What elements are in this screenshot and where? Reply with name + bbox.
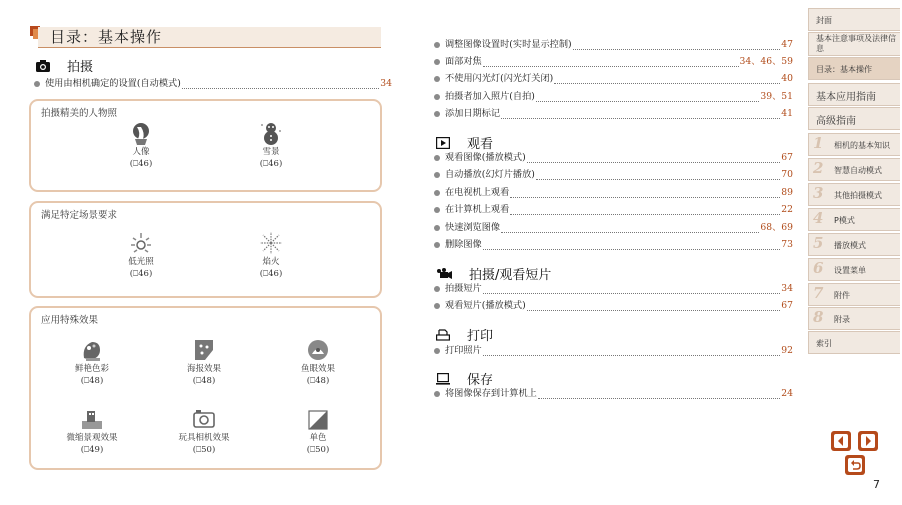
toc-item-page[interactable]: 41 bbox=[781, 108, 793, 119]
chapter-number: 8 bbox=[813, 308, 824, 326]
chapter-number: 5 bbox=[813, 234, 824, 252]
feature-box-effects bbox=[29, 306, 382, 470]
toc-item[interactable] bbox=[434, 282, 793, 296]
leader-dots bbox=[527, 154, 781, 163]
feature-label: 海报效果 bbox=[186, 364, 221, 374]
toc-item-text: 拍摄者加入照片(自拍) bbox=[445, 91, 535, 102]
page-title-bar bbox=[30, 26, 381, 46]
feature-page-ref[interactable]: (⎕48) bbox=[80, 376, 104, 386]
toc-item[interactable] bbox=[434, 90, 793, 104]
feature-miniature[interactable] bbox=[52, 407, 132, 456]
nav-advanced[interactable] bbox=[808, 107, 900, 130]
feature-label: 单色 bbox=[309, 433, 327, 443]
chapter-number: 3 bbox=[813, 184, 824, 202]
toc-item-text: 面部对焦 bbox=[445, 56, 482, 67]
toc-item[interactable] bbox=[434, 107, 793, 121]
movie-camera-icon bbox=[436, 268, 452, 280]
toc-item-page[interactable]: 67 bbox=[781, 300, 793, 311]
toc-item-page[interactable]: 67 bbox=[781, 152, 793, 163]
nav-chapter-2[interactable] bbox=[808, 158, 900, 181]
feature-monochrome[interactable] bbox=[278, 407, 358, 456]
leader-dots bbox=[483, 58, 739, 67]
nav-label: 基本应用指南 bbox=[816, 92, 876, 103]
feature-portrait[interactable] bbox=[101, 121, 181, 170]
leader-dots bbox=[536, 171, 780, 180]
toy-camera-icon bbox=[192, 407, 216, 431]
toc-item-page[interactable]: 70 bbox=[781, 169, 793, 180]
feature-poster[interactable] bbox=[164, 338, 244, 387]
toc-item-text: 观看短片(播放模式) bbox=[445, 300, 526, 311]
chapter-number: 2 bbox=[813, 159, 824, 177]
nav-chapter-4[interactable] bbox=[808, 208, 900, 231]
section-print-heading bbox=[436, 325, 493, 344]
toc-item-page[interactable]: 73 bbox=[781, 239, 793, 250]
snowman-icon bbox=[259, 121, 283, 145]
return-arrow-icon bbox=[845, 455, 865, 475]
leader-dots bbox=[554, 75, 780, 84]
miniature-icon bbox=[80, 407, 104, 431]
section-view-title: 观看 bbox=[467, 137, 494, 152]
nav-notes[interactable] bbox=[808, 32, 900, 56]
prev-page-button[interactable] bbox=[831, 431, 851, 451]
toc-item-page[interactable]: 24 bbox=[781, 388, 793, 399]
leader-dots bbox=[182, 80, 380, 89]
section-shoot-heading bbox=[36, 56, 93, 75]
box-title: 拍摄精美的人物照 bbox=[41, 108, 118, 119]
leader-dots bbox=[483, 241, 781, 250]
chapter-number: 4 bbox=[813, 209, 824, 227]
feature-page-ref[interactable]: (⎕46) bbox=[259, 269, 283, 279]
fisheye-icon bbox=[306, 338, 330, 362]
toc-item[interactable] bbox=[434, 38, 793, 52]
page-number: 7 bbox=[873, 478, 880, 491]
vivid-color-icon bbox=[80, 338, 104, 362]
feature-page-ref[interactable]: (⎕46) bbox=[259, 159, 283, 169]
feature-page-ref[interactable]: (⎕49) bbox=[80, 445, 104, 455]
bullet-icon bbox=[434, 391, 440, 397]
feature-label: 焰火 bbox=[262, 257, 280, 267]
nav-label: 播放模式 bbox=[834, 241, 866, 250]
feature-label: 鲜艳色彩 bbox=[74, 364, 109, 374]
page-title: 目录：基本操作 bbox=[50, 28, 163, 46]
fireworks-icon bbox=[259, 231, 283, 255]
box-title: 满足特定场景要求 bbox=[41, 210, 118, 221]
toc-item[interactable] bbox=[434, 186, 793, 200]
toc-item-text: 调整图像设置时(实时显示控制) bbox=[445, 39, 572, 50]
title-background bbox=[38, 27, 381, 48]
feature-page-ref[interactable]: (⎕50) bbox=[192, 445, 216, 455]
leader-dots bbox=[501, 110, 780, 119]
section-shoot-title: 拍摄 bbox=[67, 60, 94, 75]
toc-item[interactable] bbox=[434, 344, 793, 358]
leader-dots bbox=[573, 41, 781, 50]
feature-page-ref[interactable]: (⎕50) bbox=[306, 445, 330, 455]
toc-item[interactable] bbox=[434, 221, 793, 235]
arrow-right-icon bbox=[858, 431, 878, 451]
nav-label: 附件 bbox=[834, 291, 850, 300]
bullet-icon bbox=[434, 111, 440, 117]
feature-label: 低光照 bbox=[128, 257, 154, 267]
nav-label: 智慧自动模式 bbox=[834, 166, 882, 175]
toc-item-text: 观看图像(播放模式) bbox=[445, 152, 526, 163]
feature-low-light[interactable] bbox=[101, 231, 181, 280]
feature-box-scenes bbox=[29, 201, 382, 298]
feature-label: 玩具相机效果 bbox=[178, 433, 230, 443]
section-save-title: 保存 bbox=[467, 373, 494, 388]
toc-item-page[interactable]: 34、46、59 bbox=[739, 56, 793, 67]
nav-label: 封面 bbox=[816, 16, 832, 25]
feature-label: 微缩景观效果 bbox=[66, 433, 118, 443]
feature-label: 雪景 bbox=[262, 147, 280, 157]
bullet-icon bbox=[434, 286, 440, 292]
section-save-heading bbox=[436, 369, 493, 388]
bullet-icon bbox=[434, 155, 440, 161]
bullet-icon bbox=[434, 225, 440, 231]
leader-dots bbox=[510, 189, 780, 198]
section-movie-title: 拍摄/观看短片 bbox=[469, 268, 552, 283]
leader-dots bbox=[483, 285, 781, 294]
toc-item[interactable] bbox=[434, 238, 793, 252]
section-movie-heading bbox=[436, 264, 551, 283]
toc-item[interactable] bbox=[434, 72, 793, 86]
toc-item-page[interactable]: 40 bbox=[781, 73, 793, 84]
toc-item[interactable] bbox=[434, 299, 793, 313]
feature-label: 人像 bbox=[132, 147, 150, 157]
toc-item-text: 打印照片 bbox=[445, 345, 482, 356]
box-title: 应用特殊效果 bbox=[41, 315, 99, 326]
nav-chapter-8[interactable] bbox=[808, 307, 900, 330]
nav-chapter-3[interactable] bbox=[808, 183, 900, 206]
nav-basic-guide[interactable] bbox=[808, 83, 900, 106]
poster-effect-icon bbox=[192, 338, 216, 362]
bullet-icon bbox=[34, 81, 40, 87]
bullet-icon bbox=[434, 207, 440, 213]
nav-label: 高级指南 bbox=[816, 116, 856, 127]
leader-dots bbox=[527, 302, 781, 311]
bullet-icon bbox=[434, 348, 440, 354]
chapter-number: 1 bbox=[813, 134, 824, 152]
toc-item-text: 在电视机上观看 bbox=[445, 187, 510, 198]
toc-item-text: 将图像保存到计算机上 bbox=[445, 388, 537, 399]
toc-item-text: 使用由相机确定的设置(自动模式) bbox=[45, 78, 181, 89]
bullet-icon bbox=[434, 59, 440, 65]
leader-dots bbox=[510, 206, 780, 215]
nav-label: 设置菜单 bbox=[834, 266, 866, 275]
leader-dots bbox=[536, 93, 760, 102]
toc-item-text: 不使用闪光灯(闪光灯关闭) bbox=[445, 73, 554, 84]
nav-chapter-1[interactable] bbox=[808, 133, 900, 156]
nav-chapter-7[interactable] bbox=[808, 283, 900, 306]
toc-item[interactable] bbox=[434, 151, 793, 165]
next-page-button[interactable] bbox=[858, 431, 878, 451]
nav-chapter-5[interactable] bbox=[808, 233, 900, 256]
nav-index[interactable] bbox=[808, 331, 900, 354]
low-light-icon bbox=[129, 231, 153, 255]
section-print-title: 打印 bbox=[467, 329, 494, 344]
nav-basic-ops[interactable] bbox=[808, 57, 900, 80]
chapter-number: 6 bbox=[813, 259, 824, 277]
feature-fireworks[interactable] bbox=[231, 231, 311, 280]
bullet-icon bbox=[434, 42, 440, 48]
bullet-icon bbox=[434, 172, 440, 178]
nav-label: 基本注意事项及法律信息 bbox=[816, 34, 896, 53]
bullet-icon bbox=[434, 94, 440, 100]
bullet-icon bbox=[434, 190, 440, 196]
printer-icon bbox=[436, 329, 450, 341]
leader-dots bbox=[538, 390, 780, 399]
feature-page-ref[interactable]: (⎕46) bbox=[129, 269, 153, 279]
toc-item-auto-mode[interactable] bbox=[34, 77, 392, 91]
arrow-left-icon bbox=[831, 431, 851, 451]
feature-label: 鱼眼效果 bbox=[300, 364, 335, 374]
bullet-icon bbox=[434, 303, 440, 309]
nav-chapter-6[interactable] bbox=[808, 258, 900, 281]
nav-label: 相机的基本知识 bbox=[834, 141, 890, 150]
feature-page-ref[interactable]: (⎕48) bbox=[306, 376, 330, 386]
camera-icon bbox=[36, 60, 50, 72]
bullet-icon bbox=[434, 242, 440, 248]
toc-item[interactable] bbox=[434, 387, 793, 401]
toc-item[interactable] bbox=[434, 55, 793, 69]
feature-page-ref[interactable]: (⎕48) bbox=[192, 376, 216, 386]
toc-item-page[interactable]: 47 bbox=[781, 39, 793, 50]
chapter-number: 7 bbox=[813, 284, 824, 302]
toc-item-page[interactable]: 34 bbox=[781, 283, 793, 294]
toc-item-page[interactable]: 68、69 bbox=[760, 222, 793, 233]
computer-icon bbox=[436, 373, 450, 385]
toc-item-text: 在计算机上观看 bbox=[445, 204, 510, 215]
toc-item-page[interactable]: 22 bbox=[781, 204, 793, 215]
nav-label: 目录：基本操作 bbox=[816, 65, 872, 74]
feature-toy-camera[interactable] bbox=[164, 407, 244, 456]
toc-item-page[interactable]: 39、51 bbox=[760, 91, 793, 102]
toc-item-text: 快速浏览图像 bbox=[445, 222, 501, 233]
toc-item-text: 自动播放(幻灯片播放) bbox=[445, 169, 535, 180]
leader-dots bbox=[501, 224, 759, 233]
nav-cover[interactable] bbox=[808, 8, 900, 31]
feature-box-portrait bbox=[29, 99, 382, 192]
feature-fisheye[interactable] bbox=[278, 338, 358, 387]
return-button[interactable] bbox=[845, 455, 865, 475]
toc-item[interactable] bbox=[434, 168, 793, 182]
toc-item-page[interactable]: 89 bbox=[781, 187, 793, 198]
nav-label: 附录 bbox=[834, 315, 850, 324]
feature-page-ref[interactable]: (⎕46) bbox=[129, 159, 153, 169]
feature-vivid[interactable] bbox=[52, 338, 132, 387]
nav-label: P模式 bbox=[834, 216, 855, 225]
toc-item-text: 添加日期标记 bbox=[445, 108, 501, 119]
toc-item-page[interactable]: 92 bbox=[781, 345, 793, 356]
toc-item[interactable] bbox=[434, 203, 793, 217]
toc-item-text: 删除图像 bbox=[445, 239, 482, 250]
nav-label: 索引 bbox=[816, 339, 832, 348]
nav-label: 其他拍摄模式 bbox=[834, 191, 882, 200]
leader-dots bbox=[483, 347, 781, 356]
toc-item-page[interactable]: 34 bbox=[380, 78, 392, 89]
feature-snow[interactable] bbox=[231, 121, 311, 170]
toc-item-text: 拍摄短片 bbox=[445, 283, 482, 294]
section-view-heading bbox=[436, 133, 493, 152]
playback-icon bbox=[436, 137, 450, 149]
monochrome-icon bbox=[306, 407, 330, 431]
bullet-icon bbox=[434, 76, 440, 82]
portrait-icon bbox=[129, 121, 153, 145]
